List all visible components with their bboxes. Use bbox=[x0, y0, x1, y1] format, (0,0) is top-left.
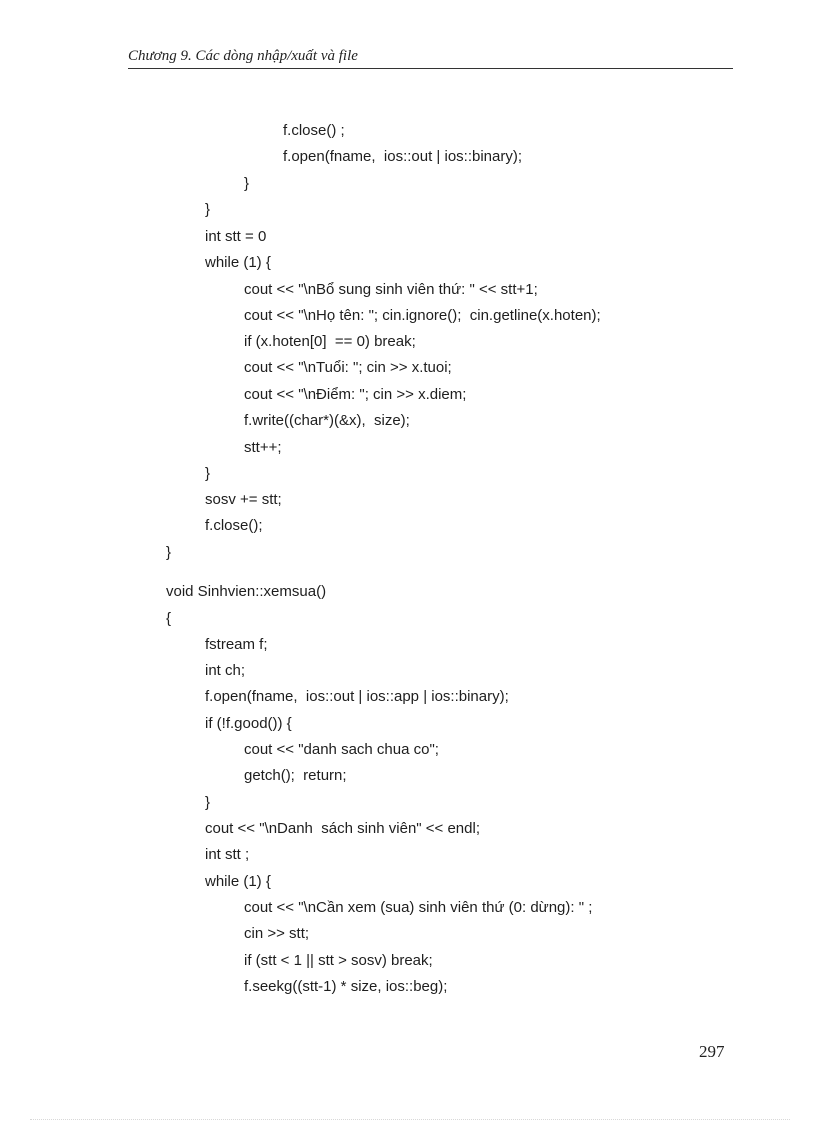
code-line: int stt = 0 bbox=[205, 228, 267, 245]
code-line: while (1) { bbox=[205, 873, 271, 890]
code-line: if (x.hoten[0] == 0) break; bbox=[244, 333, 416, 350]
code-line: { bbox=[166, 610, 172, 627]
code-line: cout << "\nCần xem (sua) sinh viên thứ (0: dừng): " ; bbox=[244, 899, 593, 916]
footer-divider bbox=[30, 1119, 790, 1120]
code-line: } bbox=[205, 794, 211, 811]
code-line: } bbox=[205, 201, 211, 218]
code-line: } bbox=[205, 465, 211, 482]
code-line: } bbox=[166, 544, 172, 561]
code-line: cout << "\nDanh sách sinh viên" << endl; bbox=[205, 820, 480, 837]
code-line: getch(); return; bbox=[244, 767, 347, 784]
code-line: cout << "danh sach chua co"; bbox=[244, 741, 439, 758]
code-line: cout << "\nĐiểm: "; cin >> x.diem; bbox=[244, 386, 467, 403]
code-line: cout << "\nTuổi: "; cin >> x.tuoi; bbox=[244, 359, 452, 376]
code-line: f.seekg((stt-1) * size, ios::beg); bbox=[244, 978, 448, 995]
code-line: stt++; bbox=[244, 439, 282, 456]
chapter-title: Chương 9. Các dòng nhập/xuất và file bbox=[128, 48, 358, 64]
code-line: cout << "\nBổ sung sinh viên thứ: " << stt+1; bbox=[244, 281, 538, 298]
code-line: cin >> stt; bbox=[244, 925, 310, 942]
code-line: f.close() ; bbox=[283, 122, 345, 139]
code-line: f.write((char*)(&x), size); bbox=[244, 412, 410, 429]
code-line: void Sinhvien::xemsua() bbox=[166, 583, 327, 600]
code-line: f.close(); bbox=[205, 517, 263, 534]
code-line: } bbox=[244, 175, 250, 192]
code-line: int stt ; bbox=[205, 846, 250, 863]
code-line: f.open(fname, ios::out | ios::binary); bbox=[283, 148, 523, 165]
code-line: while (1) { bbox=[205, 254, 271, 271]
code-line: cout << "\nHọ tên: "; cin.ignore(); cin.getline(x.hoten); bbox=[244, 307, 601, 324]
code-line: int ch; bbox=[205, 662, 246, 679]
code-line: sosv += stt; bbox=[205, 491, 282, 508]
page-number: 297 bbox=[699, 1042, 725, 1061]
code-line: fstream f; bbox=[205, 636, 268, 653]
code-line: if (stt < 1 || stt > sosv) break; bbox=[244, 952, 433, 969]
code-line: if (!f.good()) { bbox=[205, 715, 292, 732]
code-line: f.open(fname, ios::out | ios::app | ios::binary); bbox=[205, 688, 509, 705]
